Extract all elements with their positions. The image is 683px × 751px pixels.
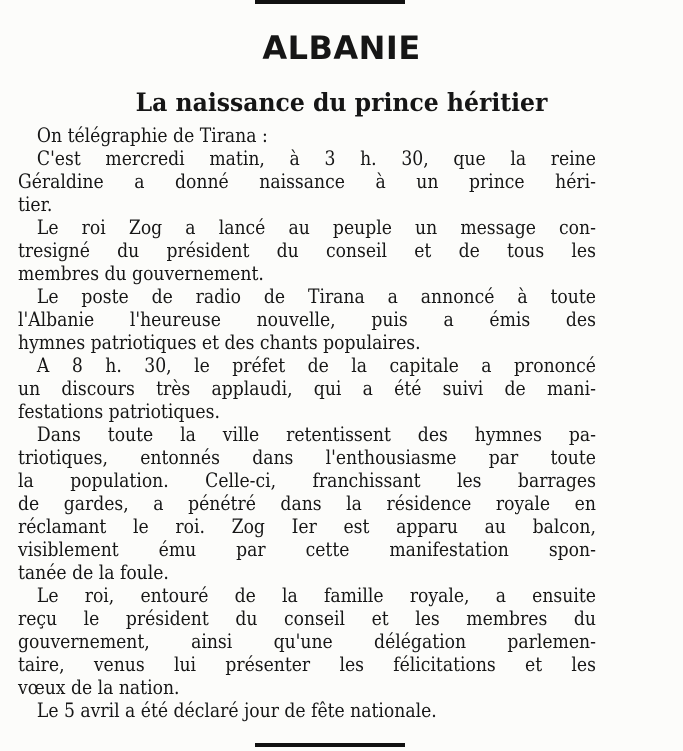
paragraph-4-line-2: festations patriotiques. [18,399,220,423]
paragraph-1-line-2: tier. [18,192,53,216]
paragraph-6-line-0: Le roi, entouré de la famille royale, a ensuite [36,583,596,607]
paragraph-5-line-3: de gardes, a pénétré dans la résidence royale en [18,491,596,515]
paragraph-3-line-0: Le poste de radio de Tirana a annoncé à toute [36,284,596,308]
paragraph-2-line-1: tresigné du président du conseil et de tous les [18,238,596,262]
paragraph-1-line-1: Géraldine a donné naissance à un prince héri- [18,169,596,193]
paragraph-4-line-0: A 8 h. 30, le préfet de la capitale a prononcé [36,353,596,377]
paragraph-6-line-4: vœux de la nation. [18,675,180,699]
headline: ALBANIE [262,29,421,67]
paragraph-0-line-0: On télégraphie de Tirana : [36,123,268,147]
subheadline: La naissance du prince héritier [135,88,548,117]
paragraph-5-line-5: visiblement ému par cette manifestation spon- [18,537,596,561]
paragraph-3-line-1: l'Albanie l'heureuse nouvelle, puis a émis des [18,307,596,331]
paragraph-6-line-2: gouvernement, ainsi qu'une délégation parlemen- [18,629,596,653]
paragraph-6-line-3: taire, venus lui présenter les félicitations et les [18,652,596,676]
article-body [18,124,596,722]
paragraph-2-line-0: Le roi Zog a lancé au peuple un message con- [36,215,596,239]
paragraph-2-line-2: membres du gouvernement. [18,261,264,285]
paragraph-5-line-6: tanée de la foule. [18,560,169,584]
bottom-rule [255,743,405,747]
paragraph-3-line-2: hymnes patriotiques et des chants populaires. [18,330,421,354]
top-rule [255,0,405,4]
paragraph-5-line-1: triotiques, entonnés dans l'enthousiasme par toute [18,445,596,469]
paragraph-5-line-0: Dans toute la ville retentissent des hymnes pa- [36,422,596,446]
paragraph-6-line-1: reçu le président du conseil et les membres du [18,606,596,630]
paragraph-5-line-4: réclamant le roi. Zog Ier est apparu au balcon, [18,514,596,538]
paragraph-7-line-0: Le 5 avril a été déclaré jour de fête nationale. [36,698,437,722]
paragraph-1-line-0: C'est mercredi matin, à 3 h. 30, que la reine [36,146,596,170]
paragraph-5-line-2: la population. Celle-ci, franchissant les barrages [18,468,596,492]
paragraph-4-line-1: un discours très applaudi, qui a été suivi de mani- [18,376,596,400]
